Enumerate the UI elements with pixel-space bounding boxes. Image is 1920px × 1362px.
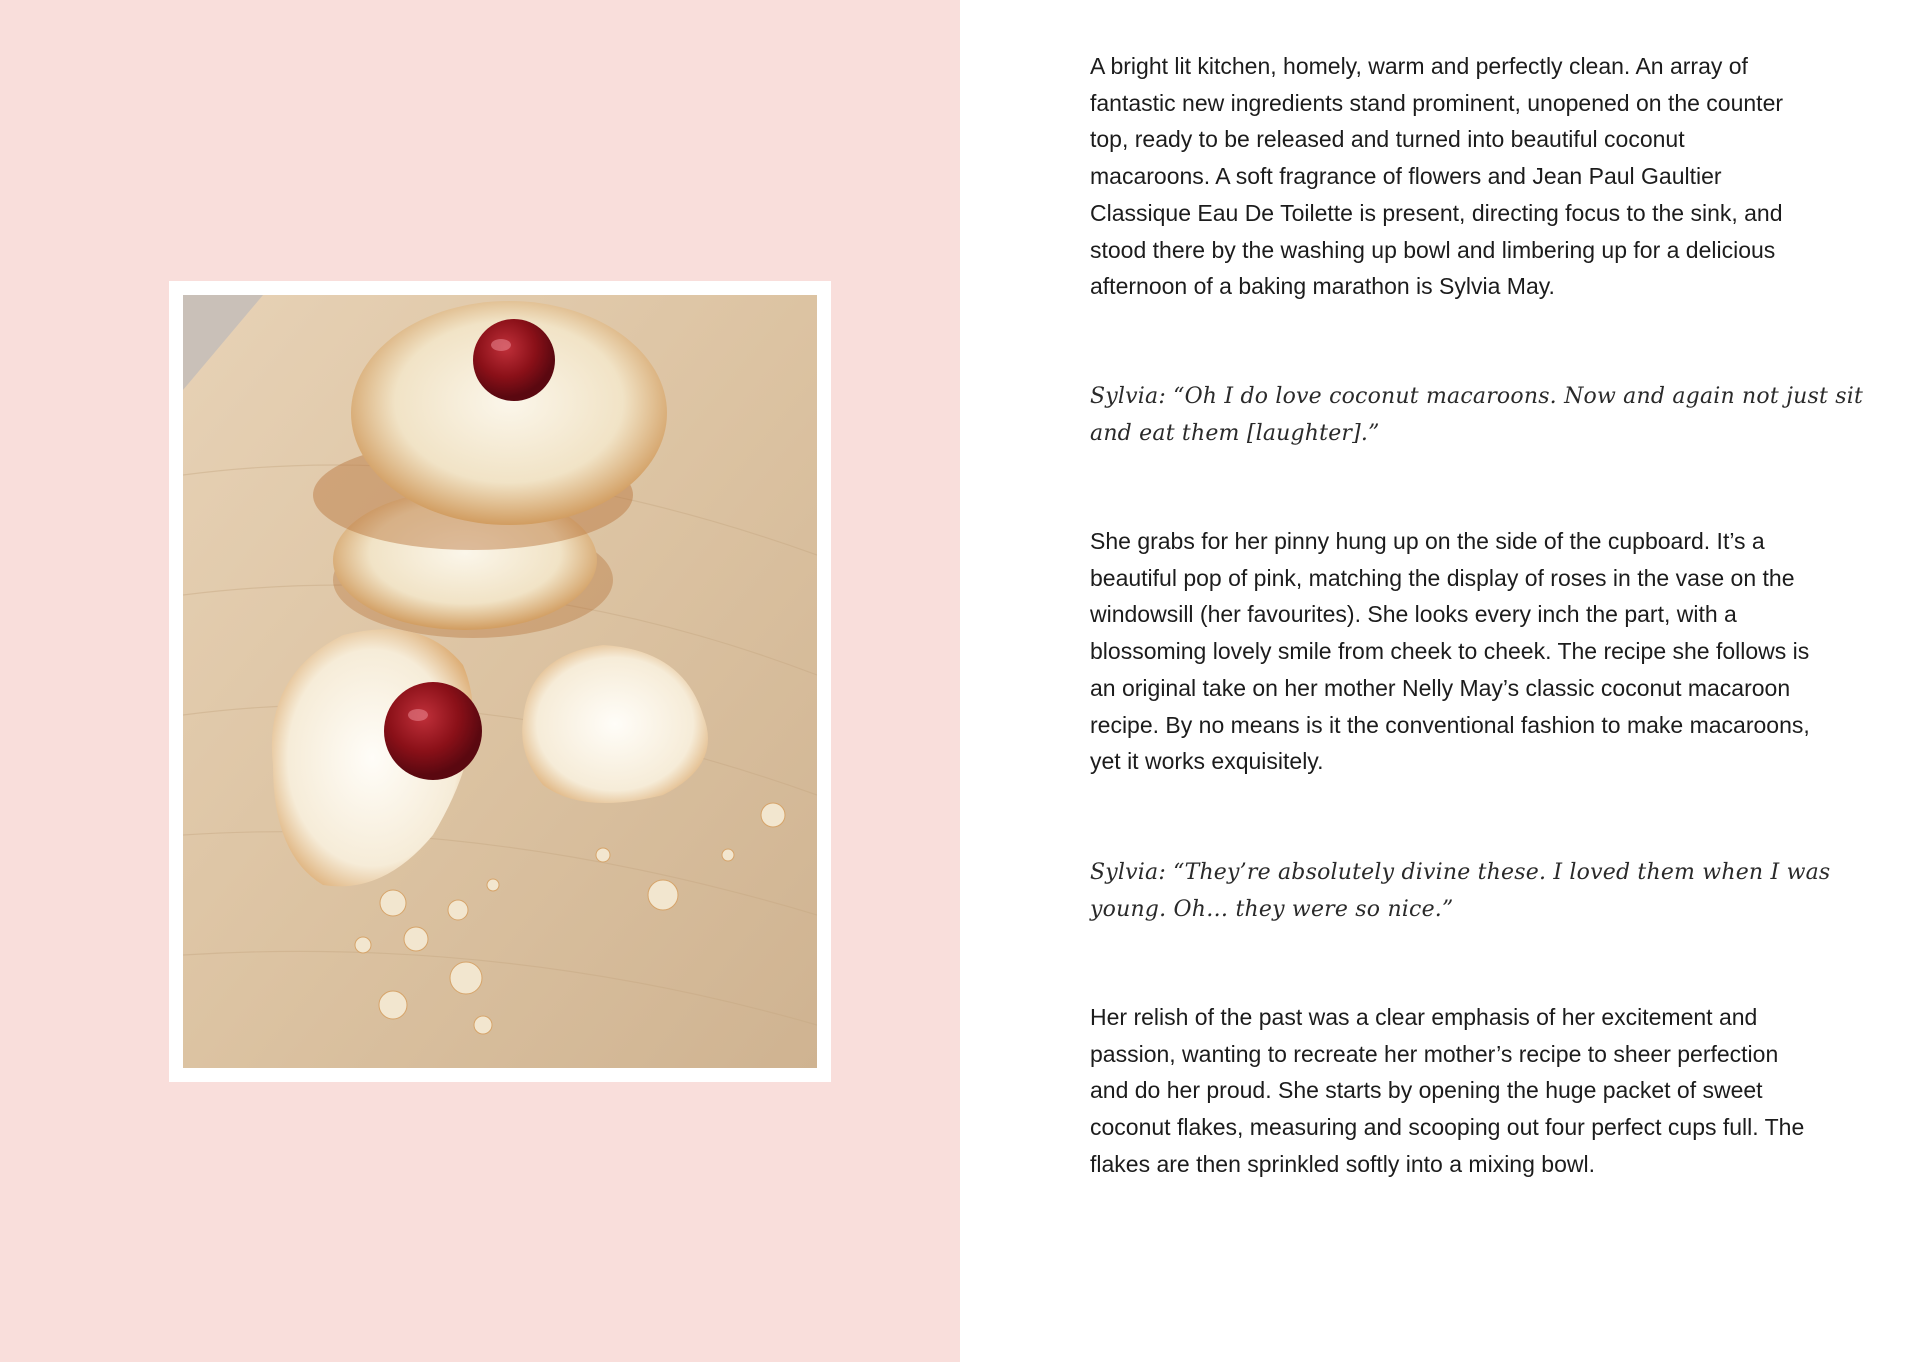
article-paragraph: A bright lit kitchen, homely, warm and perfectly clean. An array of fantastic new ingredients stand prominent, unopened on the counter top, ready to be released and turned into beautiful coconut macaroons. A soft fragrance of flowers and Jean Paul Gaultier Classique Eau De Toilette is present, directing focus to the sink, and stood there by the washing up bowl and limbering up for a delicious afternoon of a baking marathon is Sylvia May. [1090,53,1784,300]
right-page [960,0,1920,1362]
article-paragraph: Her relish of the past was a clear emphasis of her excitement and passion, wanting to recreate her mother’s recipe to sheer perfection and do her proud. She starts by opening the huge packet of sweet coconut flakes, measuring and scooping out four perfect cups full. The flakes are then sprinkled softly into a mixing bowl. [1090,1004,1805,1177]
cherry-top [473,319,555,401]
article-paragraph: She grabs for her pinny hung up on the side of the cupboard. It’s a beautiful pop of pink, matching the display of roses in the vase on the windowsill (her favourites). She looks every inch the part, with a blossoming lovely smile from cheek to cheek. The recipe she follows is an original take on her mother Nelly May’s classic coconut macaroon recipe. By no means is it the conventional fashion to make macaroons, yet it works exquisitely. [1090,528,1810,775]
pull-quote: Sylvia: “Oh I do love coconut macaroons. Now and again not just sit and eat them [laughter].” [1090,384,1863,446]
pull-quote: Sylvia: “They’re absolutely divine these. I loved them when I was young. Oh… they were so nice.” [1090,860,1831,922]
photo-frame [169,281,831,1082]
macaroon-photo [183,295,817,1068]
macaroon-illustration [183,295,817,1068]
cherry-broken [384,682,482,780]
